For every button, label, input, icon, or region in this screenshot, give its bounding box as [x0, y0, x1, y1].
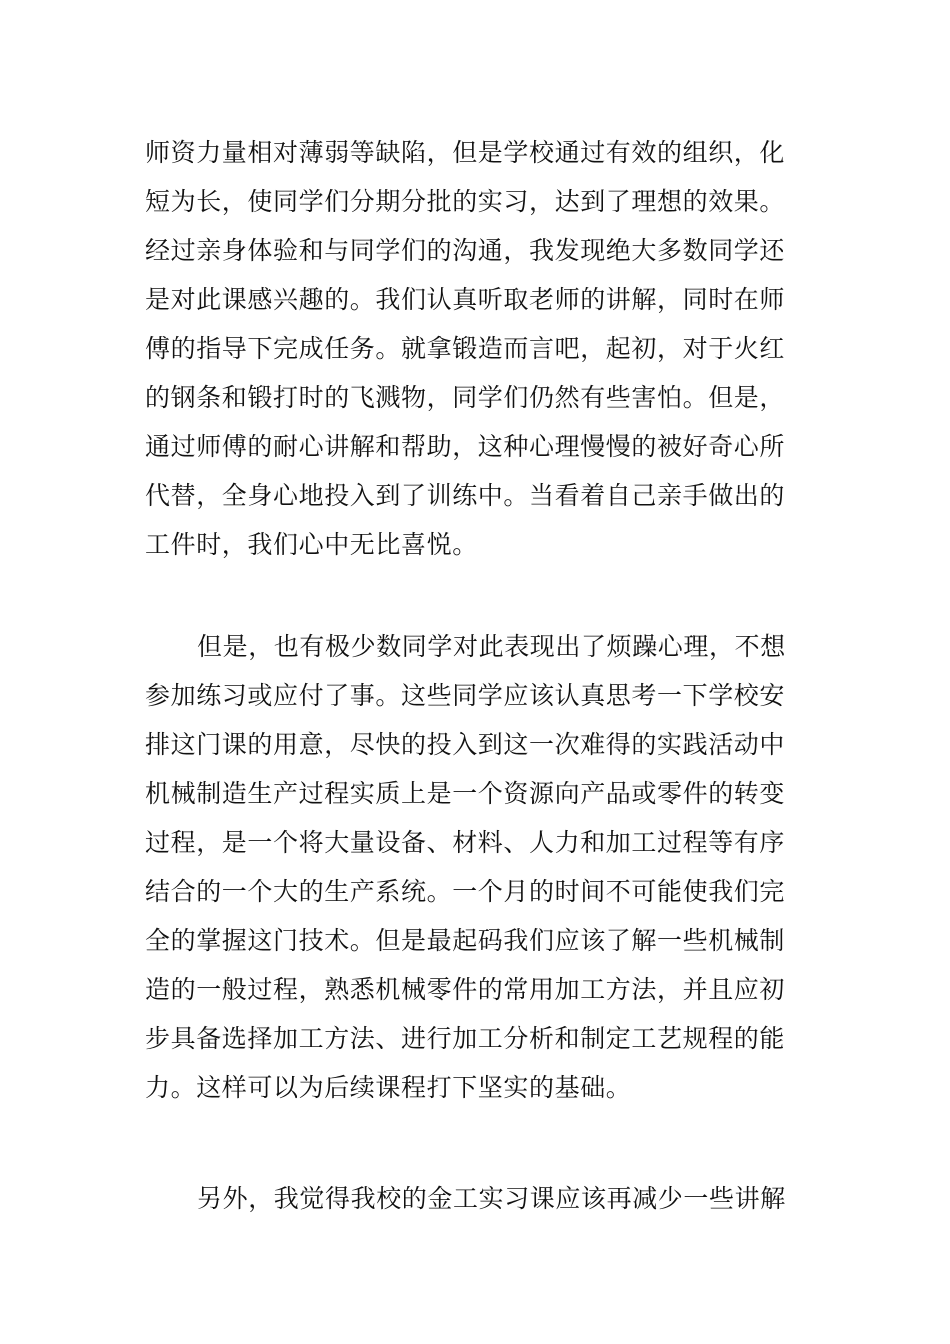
- paragraph-1: [145, 128, 815, 569]
- paragraph-line: 短为长，使同学们分期分批的实习，达到了理想的效果。: [145, 187, 786, 216]
- paragraph-line: 参加练习或应付了事。这些同学应该认真思考一下学校安: [145, 681, 786, 710]
- paragraph-line: 经过亲身体验和与同学们的沟通，我发现绝大多数同学还: [145, 236, 786, 265]
- paragraph-first-line: 另外，我觉得我校的金工实习课应该再减少一些讲解: [197, 1184, 786, 1213]
- paragraph-line: 是对此课感兴趣的。我们认真听取老师的讲解，同时在师: [145, 285, 786, 314]
- paragraph-line: 排这门课的用意，尽快的投入到这一次难得的实践活动中: [145, 730, 786, 759]
- paragraph-line: 傅的指导下完成任务。就拿锻造而言吧，起初，对于火红: [145, 334, 786, 363]
- paragraph-line: 工件时，我们心中无比喜悦。: [145, 530, 478, 559]
- paragraph-line: 造的一般过程，熟悉机械零件的常用加工方法，并且应初: [145, 975, 786, 1004]
- paragraph-line: 师资力量相对薄弱等缺陷，但是学校通过有效的组织，化: [145, 138, 786, 167]
- paragraph-3: [145, 1174, 815, 1223]
- paragraph-line: 机械制造生产过程实质上是一个资源向产品或零件的转变: [145, 779, 786, 808]
- paragraph-line: 过程，是一个将大量设备、材料、人力和加工过程等有序: [145, 828, 786, 857]
- paragraph-line: 代替，全身心地投入到了训练中。当看着自己亲手做出的: [145, 481, 786, 510]
- paragraph-first-line: 但是，也有极少数同学对此表现出了烦躁心理，不想: [197, 632, 786, 661]
- paragraph-line: 结合的一个大的生产系统。一个月的时间不可能使我们完: [145, 877, 786, 906]
- paragraph-line: 力。这样可以为后续课程打下坚实的基础。: [145, 1073, 632, 1102]
- paragraph-line: 全的掌握这门技术。但是最起码我们应该了解一些机械制: [145, 926, 786, 955]
- paragraph-line: 的钢条和锻打时的飞溅物，同学们仍然有些害怕。但是，: [145, 383, 786, 412]
- paragraph-line: 步具备选择加工方法、进行加工分析和制定工艺规程的能: [145, 1024, 786, 1053]
- paragraph-2: [145, 622, 815, 1112]
- paragraph-line: 通过师傅的耐心讲解和帮助，这种心理慢慢的被好奇心所: [145, 432, 786, 461]
